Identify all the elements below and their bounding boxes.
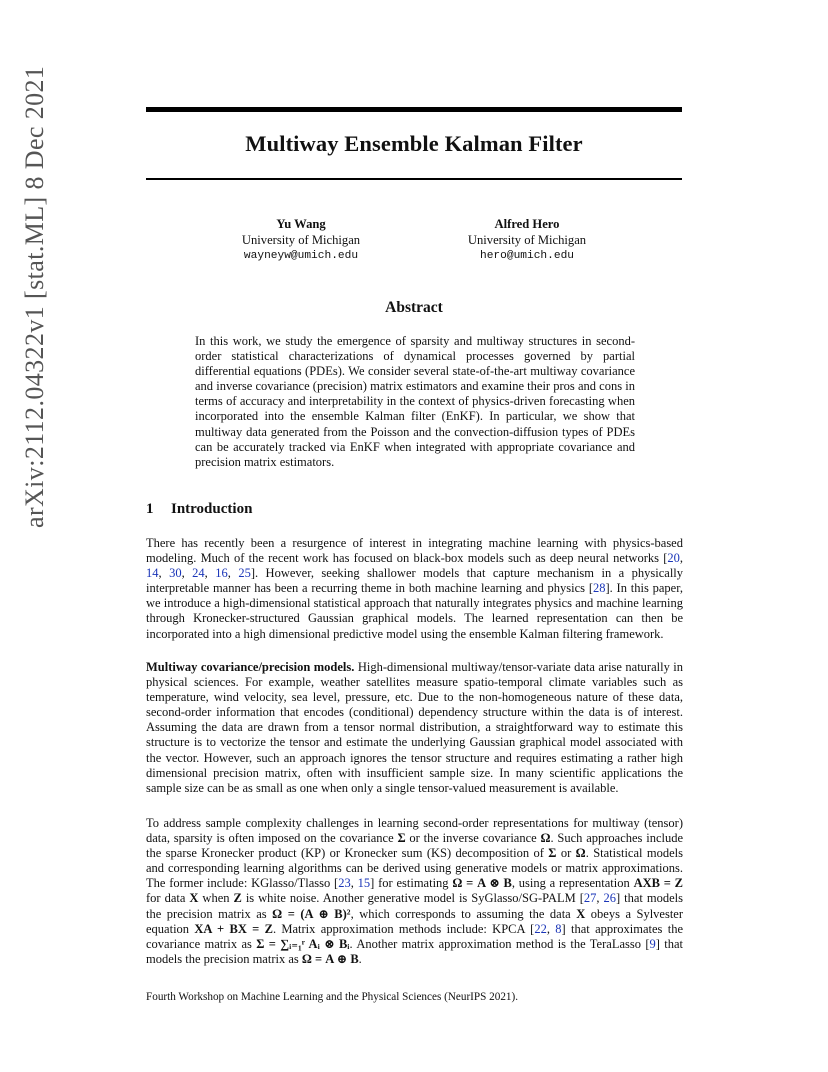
paragraph-text: is white noise. Another generative model is SyGlasso/SG-PALM [ [241,891,584,906]
paragraph-lead: Multiway covariance/precision models. [146,660,355,674]
paragraph-text: There has recently been a resurgence of interest in integrating machine learning with physics-based modeling. Much of the recent work has focused on black-box models such as deep neural networks [ [146,536,683,566]
abstract-text: In this work, we study the emergence of sparsity and multiway structures in second-order statistical characterizations of dynamical processes governed by partial differential equations (PDEs). We consider several state-of-the-art multiway covariance and inverse covariance (precision) matrix estimators and examine their pros and cons in terms of accuracy and interpretability in the context of physics-driven forecasting when incorporated into the ensemble Kalman filter (EnKF). In particular, we show that multiway data generated from the Poisson and the convection-diffusion types of PDEs can be accurately tracked via EnKF when integrated with appropriate covariance and precision matrix estimators. [195,334,635,469]
paragraph-text: ] that models the precision matrix as [146,936,684,966]
math-equation: Σ = ∑ᵢ₌₁ʳ Aᵢ ⊗ Bᵢ [256,936,350,951]
math-symbol: Σ [548,846,557,861]
paragraph-text: . Such approaches include the sparse Kronecker product (KP) or Kronecker sum (KS) decomposition of [146,831,684,861]
author-affiliation: University of Michigan [241,233,361,247]
paragraph-text: , using a representation [511,876,634,891]
math-symbol: X [189,891,199,906]
author-affiliation: University of Michigan [467,233,587,247]
math-equation: Ω = A ⊗ B [452,876,512,891]
intro-paragraph-2 [146,660,683,796]
citation-link[interactable]: 9 [649,936,656,951]
author-name: Alfred Hero [494,217,560,231]
citation-link[interactable]: 27 [583,891,597,906]
math-symbol: X [576,906,586,921]
paragraph-text: To address sample complexity challenges in learning second-order representations for multiway (tensor) data, sparsity is often imposed on the covariance [146,816,683,846]
paragraph-text: ] that models the precision matrix as [146,891,683,921]
paragraph-text: ] that approximates the covariance matrix as [146,921,683,951]
paragraph-text: , which corresponds to assuming the data [350,906,577,921]
paragraph-text: . [358,951,362,966]
citation-link[interactable]: 26 [603,891,616,906]
math-symbol: Z [233,891,242,906]
math-equation: XA + BX = Z [194,921,273,936]
footnote: Fourth Workshop on Machine Learning and the Physical Sciences (NeurIPS 2021). [146,991,519,1003]
paragraph-text: . Another matrix approximation method is the TeraLasso [ [349,936,650,951]
citation-link[interactable]: 15 [357,876,371,891]
title-top-rule [146,107,682,112]
math-equation: Ω = A ⊕ B [301,951,359,966]
abstract-heading: Abstract [385,299,443,316]
section-title: Introduction [171,501,253,517]
citation-link[interactable]: 14 [146,566,159,581]
citation-link[interactable]: 8 [555,921,562,936]
citation-link[interactable]: 25 [238,566,251,581]
intro-paragraph-1: There has recently been a resurgence of interest in integrating machine learning with physics-based modeling. Much of the recent work has focused on black-box models such as deep neural networks [20, 14, 30, 24, 16, 25]. However, seeking shallower models that capture mechanism in a physically interpretable manner has been a recurring theme in both machine learning and physics [28]. In this paper, we introduce a high-dimensional statistical approach that naturally integrates physics and machine learning through Kronecker-structured Gaussian graphical models. The learned representation can then be incorporated into a high dimensional predictive model using the ensemble Kalman filtering framework. [146,536,684,641]
math-symbol: Σ [397,831,406,846]
paragraph-text: ] for estimating [370,876,453,891]
paragraph-text: for data [146,891,190,906]
math-symbol: Ω [575,846,586,861]
author-email: wayneyw@umich.edu [243,250,359,262]
math-equation: AXB = Z [633,876,684,891]
section-heading [146,501,252,518]
citation-link[interactable]: 24 [192,566,205,581]
paragraph-text: High-dimensional multiway/tensor-variate data arise naturally in physical sciences. For example, weather satellites measure spatio-temporal climate variables such as temperature, wind velocity, sea level, pressure, etc. Due to the non-homogeneous nature of these data, second-order information that encodes (conditional) dependency structure within the data is of interest. Assuming the data are drawn from a tensor normal distribution, a straightforward way to estimate this structure is to vectorize the tensor and estimate the underlying Gaussian graphical model associated with the vector. However, such an approach ignores the tensor structure and requires estimating a rather high dimensional precision matrix, often with insufficient sample size. In many scientific applications the sample size can be as small as one when only a single tensor-valued measurement is available. [146,660,684,795]
paragraph-text: . Matrix approximation methods include: KPCA [ [272,921,535,936]
citation-link[interactable]: 20 [667,551,680,566]
paper-title: Multiway Ensemble Kalman Filter [245,131,583,156]
author-name: Yu Wang [276,217,326,231]
citation-link[interactable]: 16 [215,566,228,581]
intro-paragraph-3: To address sample complexity challenges in learning second-order representations for multiway (tensor) data, sparsity is often imposed on the covariance Σ or the inverse covariance Ω. Such approaches include the sparse Kronecker product (KP) or Kronecker sum (KS) decomposition of Σ or Ω. Statistical models and corresponding learning algorithms can be derived using generative models or matrix approximations. The former include: KGlasso/Tlasso [23, 15] for estimating Ω = A ⊗ B, using a representation AXB = Z for data X when Z is white noise. Another generative model is SyGlasso/SG-PALM [27, 26] that models the precision matrix as Ω = (A ⊕ B)², which corresponds to assuming the data X obeys a Sylvester equation XA + BX = Z. Matrix approximation methods include: KPCA [22, 8] that approximates the covariance matrix as Σ = ∑ᵢ₌₁ʳ Aᵢ ⊗ Bᵢ. Another matrix approximation method is the TeraLasso [9] that models the precision matrix as Ω = A ⊕ B. [146,816,684,966]
paragraph-text: . Statistical models and corresponding learning algorithms can be derived using generative models or matrix approximations. The former include: KGlasso/Tlasso [ [146,846,683,891]
paragraph-text: when [198,891,234,906]
math-equation: Ω = (A ⊕ B)² [272,906,351,921]
paragraph-text: or [556,846,576,861]
arxiv-identifier: arXiv:2112.04322v1 [stat.ML] 8 Dec 2021 [20,65,49,528]
citation-link[interactable]: 23 [338,876,351,891]
citation-link[interactable]: 30 [169,566,182,581]
author-email: hero@umich.edu [480,250,574,262]
citation-link[interactable]: 22 [534,921,547,936]
title-bottom-rule [146,178,682,180]
paragraph-text: ]. In this paper, we introduce a high-dimensional statistical approach that naturally integrates physics and machine learning through Kronecker-structured Gaussian graphical models. The learned representation can then be incorporated into a high dimensional predictive model using the ensemble Kalman filtering framework. [146,581,683,641]
paragraph-text: obeys a Sylvester equation [146,906,684,936]
section-number: 1 [146,501,154,517]
citation-link[interactable]: 28 [592,581,606,596]
paragraph-text: or the inverse covariance [405,831,541,846]
paragraph-text: ]. However, seeking shallower models that capture mechanism in a physically interpretable manner has been a recurring theme in both machine learning and physics [ [146,566,684,596]
math-symbol: Ω [540,831,551,846]
author-block [427,216,627,264]
author-block [201,216,401,264]
